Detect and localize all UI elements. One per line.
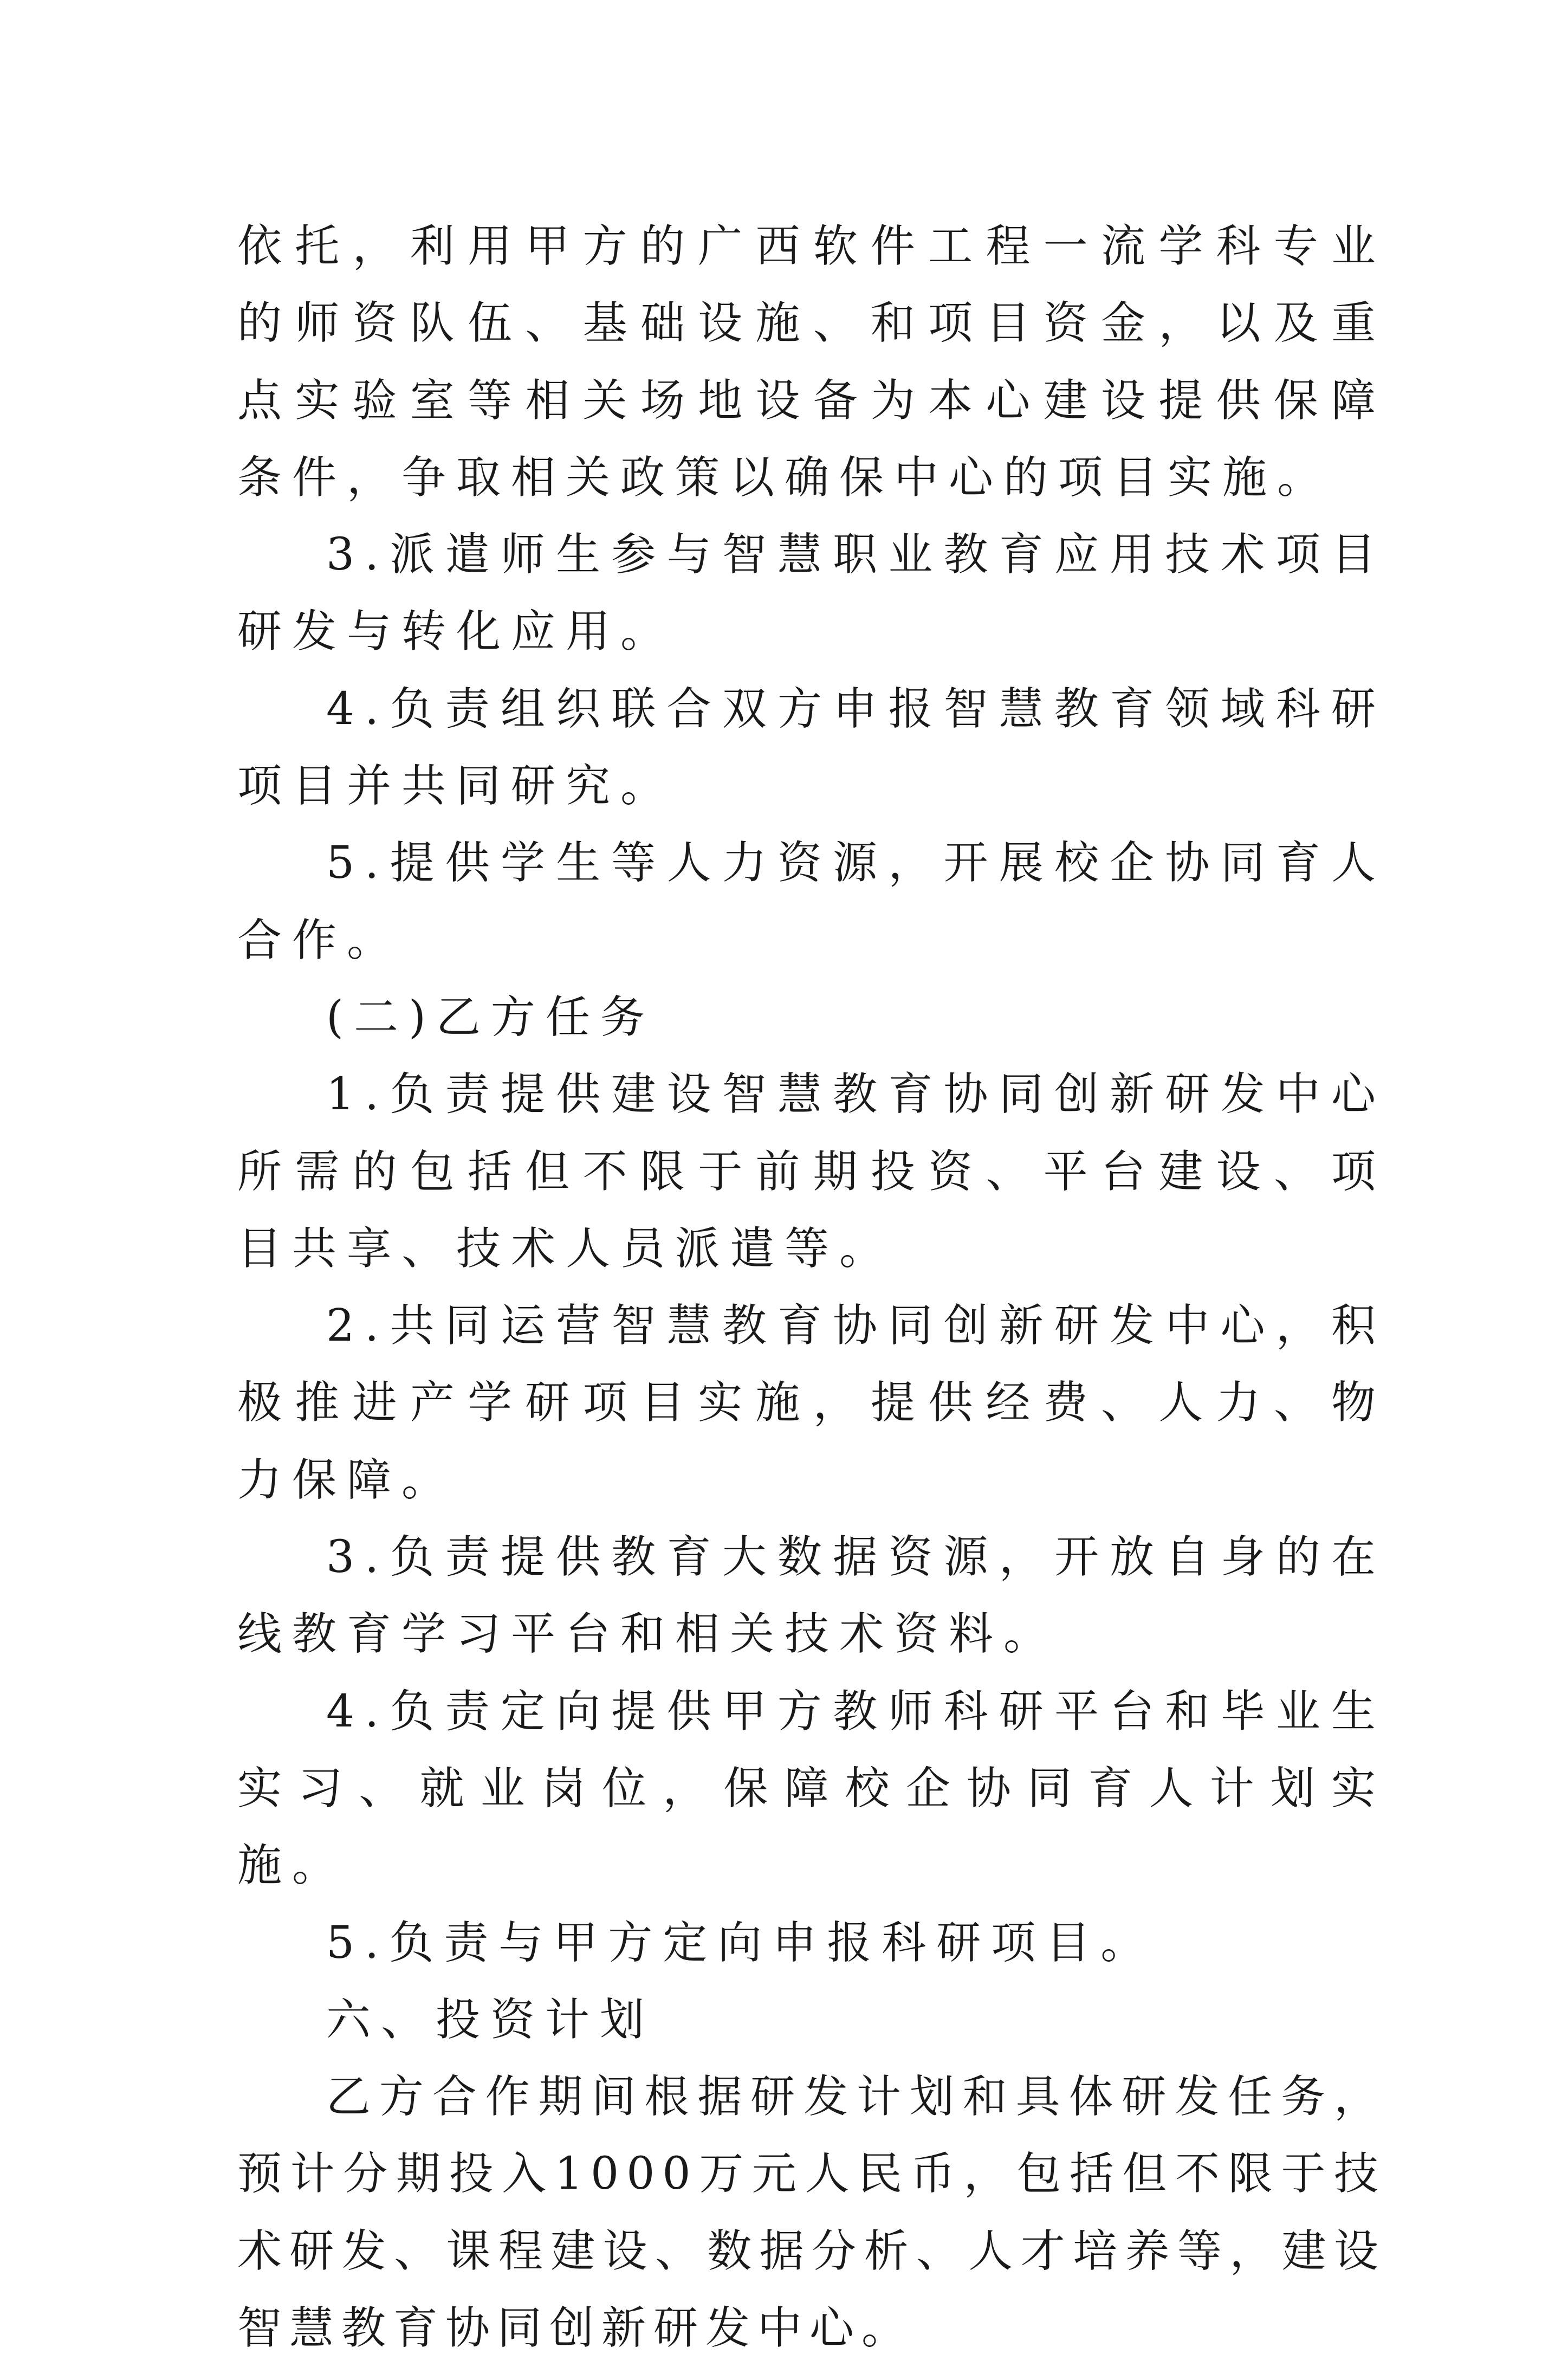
section-heading-party-b-tasks: (二)乙方任务 <box>326 991 655 1043</box>
paragraph-item-5-party-a: 5.提供学生等人力资源，开展校企协同育人合作。 <box>237 837 1386 966</box>
document-body <box>237 208 1386 2367</box>
paragraph-item-2-party-b: 2.共同运营智慧教育协同创新研发中心，积极推进产学研项目实施，提供经费、人力、物力保障。 <box>237 1300 1386 1506</box>
paragraph-item-5-party-b: 5.负责与甲方定向申报科研项目。 <box>326 1917 1156 1969</box>
section-heading-investment-plan: 六、投资计划 <box>326 1994 655 2046</box>
paragraph-item-4-party-b: 4.负责定向提供甲方教师科研平台和毕业生实习、就业岗位，保障校企协同育人计划实施。 <box>237 1685 1386 1892</box>
paragraph-continuation: 依托，利用甲方的广西软件工程一流学科专业的师资队伍、基础设施、和项目资金，以及重点实验室等相关场地设备为本心建设提供保障条件，争取相关政策以确保中心的项目实施。 <box>237 221 1386 503</box>
paragraph-item-3-party-a: 3.派遣师生参与智慧职业教育应用技术项目研发与转化应用。 <box>237 529 1386 658</box>
paragraph-investment-plan: 乙方合作期间根据研发计划和具体研发任务，预计分期投入1000万元人民币，包括但不限于技术研发、课程建设、数据分析、人才培养等，建设智慧教育协同创新研发中心。 <box>237 2071 1386 2355</box>
paragraph-item-3-party-b: 3.负责提供教育大数据资源，开放自身的在线教育学习平台和相关技术资料。 <box>237 1531 1386 1660</box>
paragraph-item-4-party-a: 4.负责组织联合双方申报智慧教育领域科研项目并共同研究。 <box>237 683 1386 812</box>
paragraph-item-1-party-b: 1.负责提供建设智慧教育协同创新研发中心所需的包括但不限于前期投资、平台建设、项目共享、技术人员派遣等。 <box>237 1069 1386 1275</box>
